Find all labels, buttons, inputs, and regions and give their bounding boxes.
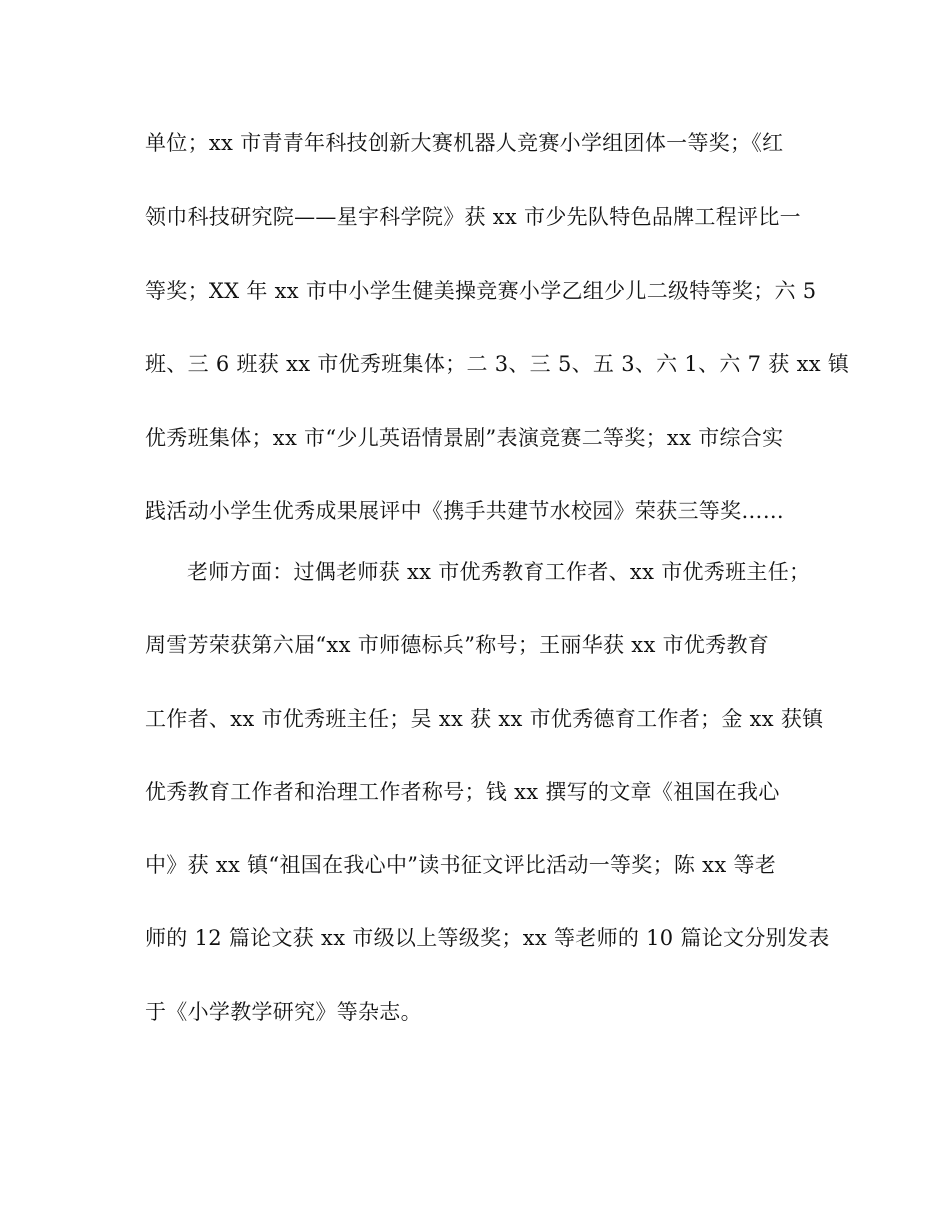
text-line: 工作者、xx 市优秀班主任；吴 xx 获 xx 市优秀德育工作者；金 xx 获镇: [145, 707, 824, 731]
text-line: 领巾科技研究院——星宇科学院》获 xx 市少先队特色品牌工程评比一: [145, 205, 801, 229]
text-line: 践活动小学生优秀成果展评中《携手共建节水校园》荣获三等奖……: [145, 499, 784, 523]
text-line: 中》获 xx 镇“祖国在我心中”读书征文评比活动一等奖；陈 xx 等老: [145, 853, 777, 877]
text-line: 优秀班集体；xx 市“少儿英语情景剧”表演竞赛二等奖；xx 市综合实: [145, 426, 784, 450]
text-line: 单位；xx 市青青年科技创新大赛机器人竞赛小学组团体一等奖；《红: [145, 131, 784, 155]
text-line: 于《小学教学研究》等杂志。: [145, 1000, 422, 1024]
text-line: 等奖；XX 年 xx 市中小学生健美操竞赛小学乙组少儿二级特等奖；六 5: [145, 279, 817, 303]
text-line: 周雪芳荣获第六届“xx 市师德标兵”称号；王丽华获 xx 市优秀教育: [145, 633, 770, 657]
paragraph-first-line: 老师方面：过偶老师获 xx 市优秀教育工作者、xx 市优秀班主任；: [187, 560, 811, 584]
text-line: 师的 12 篇论文获 xx 市级以上等级奖；xx 等老师的 10 篇论文分别发表: [145, 926, 830, 950]
text-line: 优秀教育工作者和治理工作者称号；钱 xx 撰写的文章《祖国在我心: [145, 780, 780, 804]
text-line: 班、三 6 班获 xx 市优秀班集体；二 3、三 5、五 3、六 1、六 7 获 xx 镇: [145, 352, 850, 376]
